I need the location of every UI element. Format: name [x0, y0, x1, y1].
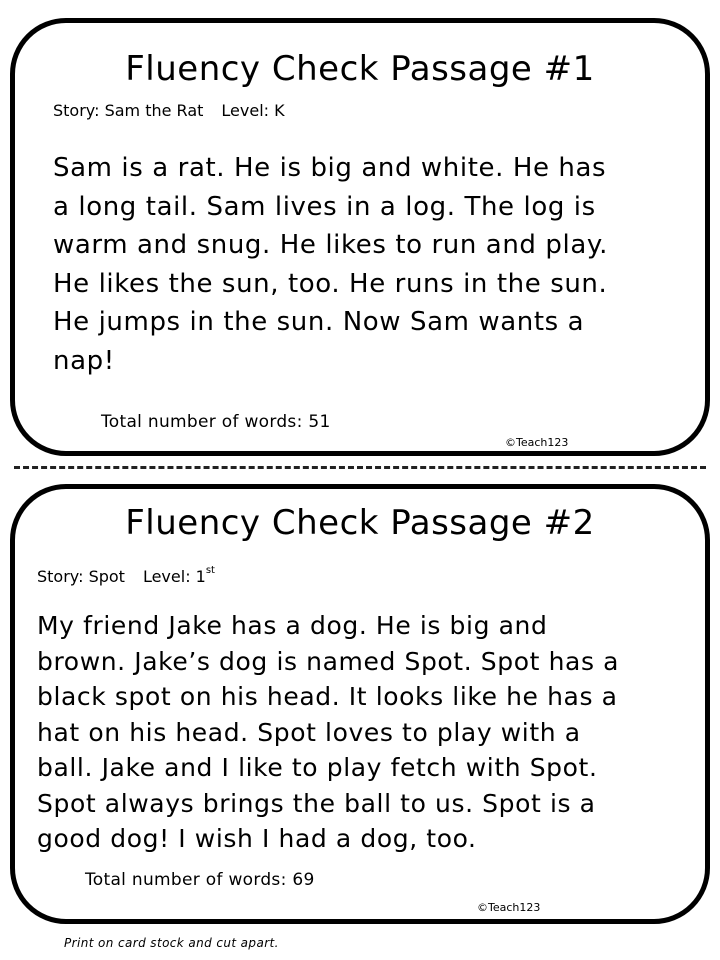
level-ordinal: st: [205, 565, 215, 576]
total-words: Total number of words: 69: [85, 870, 315, 890]
passage-line: black spot on his head. It looks like he has a: [37, 682, 618, 711]
print-instructions: Print on card stock and cut apart.: [64, 936, 279, 950]
copyright-notice: ©Teach123: [505, 436, 569, 449]
total-words: Total number of words: 51: [101, 412, 331, 432]
passage-line: Spot always brings the ball to us. Spot is a: [37, 788, 596, 818]
copyright-notice: ©Teach123: [477, 901, 541, 914]
passage-line: good dog! I wish I had a dog, too.: [37, 824, 477, 853]
cut-line-divider: [14, 466, 706, 469]
story-label: Story: Spot: [37, 567, 125, 586]
passage-line: a long tail. Sam lives in a log. The log is: [53, 191, 596, 222]
passage-line: ball. Jake and I like to play fetch with Spot.: [37, 753, 598, 782]
level-text: Level: 1: [142, 567, 206, 586]
story-meta: [53, 101, 285, 120]
story-label: Story: Sam the Rat: [53, 101, 204, 120]
story-meta: [37, 567, 215, 586]
passage-line: My friend Jake has a dog. He is big and: [37, 611, 548, 640]
passage-line: hat on his head. Spot loves to play with a: [37, 717, 581, 747]
card-title: Fluency Check Passage #2: [125, 503, 595, 543]
passage-line: Sam is a rat. He is big and white. He has: [53, 153, 607, 183]
card-title: Fluency Check Passage #1: [125, 49, 595, 89]
passage-line: He jumps in the sun. Now Sam wants a: [53, 307, 585, 337]
level-label: [143, 567, 215, 586]
passage-card-2: [10, 484, 710, 924]
passage-line: brown. Jake’s dog is named Spot. Spot has a: [37, 646, 620, 676]
passage-line: nap!: [53, 345, 115, 376]
passage-line: He likes the sun, too. He runs in the sun.: [53, 268, 608, 299]
level-label: Level: K: [221, 101, 285, 120]
passage-line: warm and snug. He likes to run and play.: [53, 230, 608, 260]
passage-text: [53, 149, 693, 380]
passage-text: [37, 608, 697, 857]
passage-card-1: [10, 18, 710, 456]
